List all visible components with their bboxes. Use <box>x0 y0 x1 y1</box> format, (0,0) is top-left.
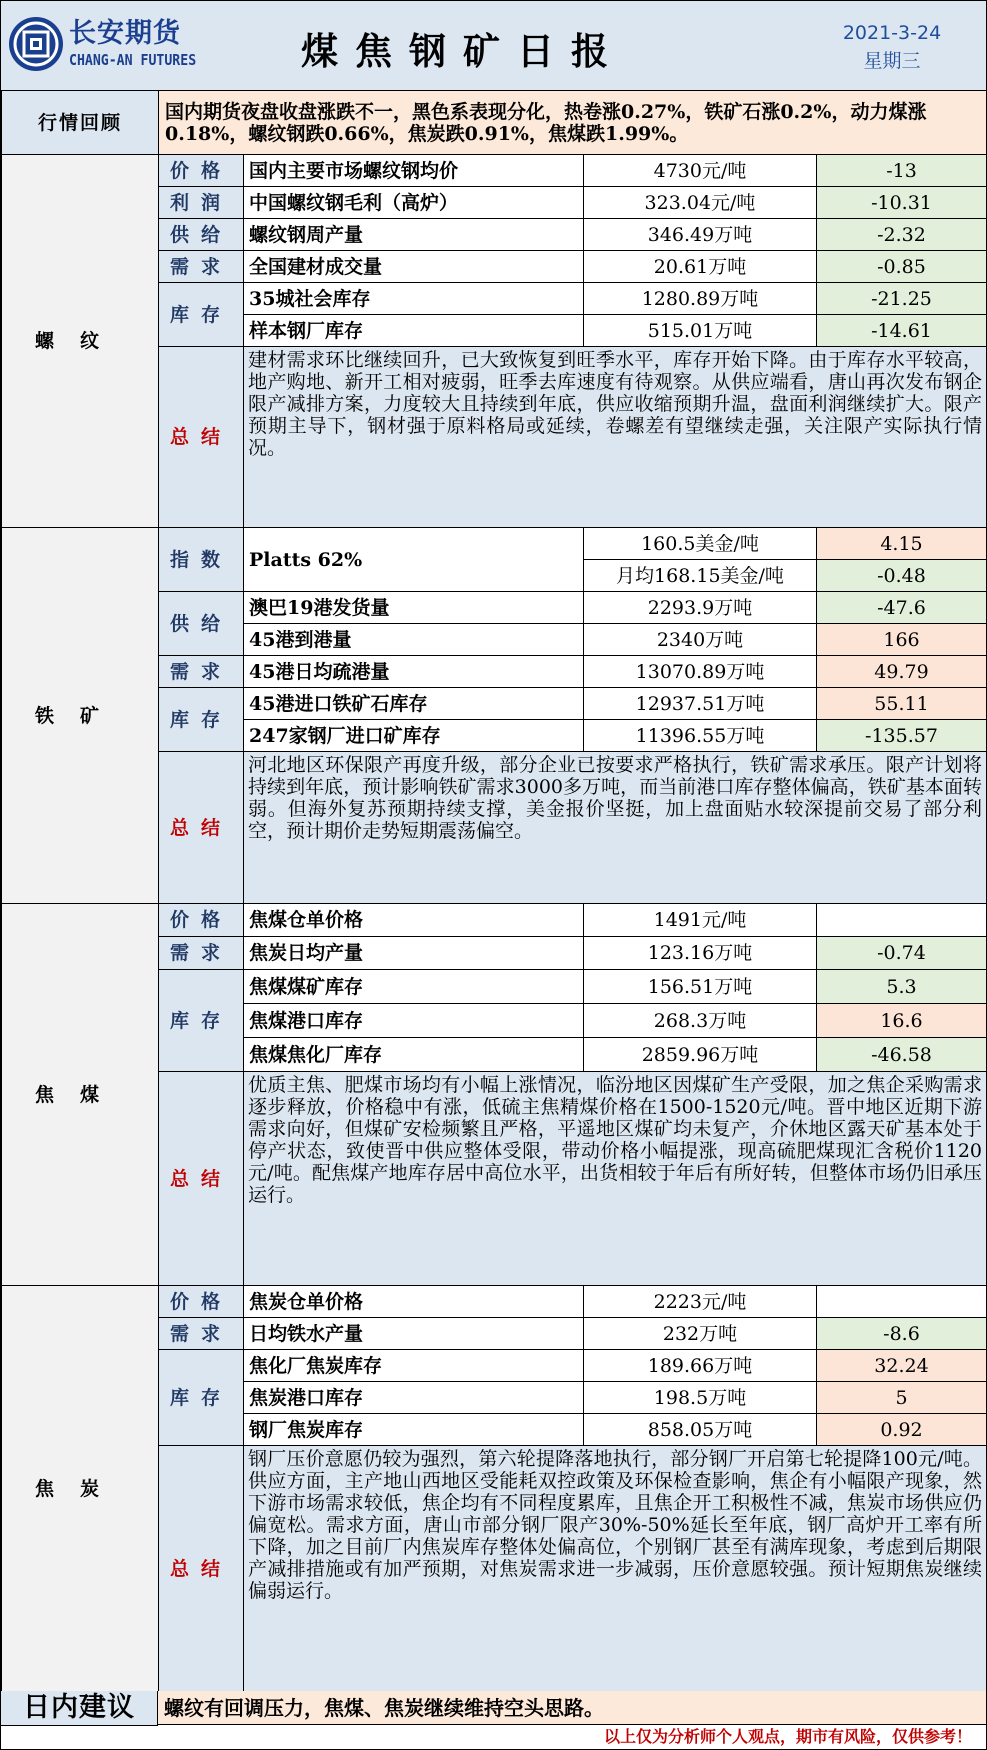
table-row <box>2 528 987 560</box>
table-row <box>2 1286 987 1318</box>
item-value: 232万吨 <box>584 1318 817 1350</box>
item-value: 2340万吨 <box>584 624 817 656</box>
category-profit: 利润 <box>159 187 244 219</box>
item-value: 1280.89万吨 <box>584 283 817 315</box>
item-change: -0.48 <box>817 560 987 592</box>
item-change: -21.25 <box>817 283 987 315</box>
item-name: 焦煤煤矿库存 <box>244 970 584 1004</box>
section-label-coking-coal: 焦煤 <box>2 904 159 1286</box>
item-value: 4730元/吨 <box>584 155 817 187</box>
item-value: 2293.9万吨 <box>584 592 817 624</box>
item-name: 35城社会库存 <box>244 283 584 315</box>
disclaimer: 以上仅为分析师个人观点，期市有风险，仅供参考！ <box>603 1727 972 1746</box>
item-change: 55.11 <box>817 688 987 720</box>
item-change: -135.57 <box>817 720 987 752</box>
item-name: 澳巴19港发货量 <box>244 592 584 624</box>
item-name: 焦炭日均产量 <box>244 937 584 970</box>
item-change: 4.15 <box>817 528 987 560</box>
iron-summary: 河北地区环保限产再度升级，部分企业已按要求严格执行，铁矿需求承压。限产计划将持续到年底，预计影响铁矿需求3000多万吨，而当前港口库存整体偏高，铁矿基本面转弱。但海外复苏预期持续支撑，美金报价坚挺，加上盘面贴水较深提前交易了部分利空，预计期价走势短期震荡偏空。 <box>244 752 987 904</box>
category-demand: 需求 <box>159 251 244 283</box>
market-review <box>1 90 987 155</box>
advice-text: 螺纹有回调压力，焦煤、焦炭继续维持空头思路。 <box>158 1691 986 1725</box>
report-title: 煤焦钢矿日报 <box>301 30 625 73</box>
item-value: 323.04元/吨 <box>584 187 817 219</box>
coking-coal-summary: 优质主焦、肥煤市场均有小幅上涨情况，临汾地区因煤矿生产受限，加之焦企采购需求逐步释放，价格稳中有涨，低硫主焦精煤价格在1500-1520元/吨。晋中地区近期下游需求向好，但煤矿安检频繁且严格，平遥地区煤矿均未复产，介休地区露天矿基本处于停产状态，致使晋中供应整体受限，带动价格小幅提涨，现高硫肥煤现汇含税价1120元/吨。配焦煤产地库存居中高位水平，出货相较于年后有所好转，但整体市场仍旧承压运行。 <box>244 1072 987 1286</box>
category-price: 价格 <box>159 155 244 187</box>
item-value: 2223元/吨 <box>584 1286 817 1318</box>
item-value: 156.51万吨 <box>584 970 817 1004</box>
table-row <box>2 155 987 187</box>
item-name: 焦煤港口库存 <box>244 1004 584 1038</box>
item-value: 858.05万吨 <box>584 1414 817 1446</box>
coking-coal-section <box>1 903 987 1286</box>
rebar-section <box>1 154 987 528</box>
category-supply: 供给 <box>159 592 244 656</box>
advice-label: 日内建议 <box>1 1691 158 1726</box>
category-stock: 库存 <box>159 283 244 347</box>
review-text: 国内期货夜盘收盘涨跌不一，黑色系表现分化，热卷涨0.27%，铁矿石涨0.2%，动力煤涨0.18%，螺纹钢跌0.66%，焦炭跌0.91%，焦煤跌1.99%。 <box>159 91 987 155</box>
company-name-en: CHANG-AN FUTURES <box>69 51 197 69</box>
item-name: 钢厂焦炭库存 <box>244 1414 584 1446</box>
section-label-rebar: 螺纹 <box>2 155 159 528</box>
review-label: 行情回顾 <box>2 91 159 155</box>
item-name: 中国螺纹钢毛利（高炉） <box>244 187 584 219</box>
report-date: 2021-3-24 <box>842 22 942 44</box>
report-header <box>1 1 986 92</box>
item-value: 160.5美金/吨 <box>584 528 817 560</box>
category-index: 指数 <box>159 528 244 592</box>
item-value: 123.16万吨 <box>584 937 817 970</box>
coke-section <box>1 1285 987 1692</box>
category-demand: 需求 <box>159 1318 244 1350</box>
category-summary: 总结 <box>159 752 244 904</box>
item-change: -46.58 <box>817 1038 987 1072</box>
category-price: 价格 <box>159 904 244 937</box>
item-change <box>817 904 987 937</box>
report-date-block <box>822 19 962 75</box>
category-summary: 总结 <box>159 1072 244 1286</box>
item-change: 5.3 <box>817 970 987 1004</box>
company-logo-icon <box>7 15 65 73</box>
rebar-summary: 建材需求环比继续回升，已大致恢复到旺季水平，库存开始下降。由于库存水平较高，地产购地、新开工相对疲弱，旺季去库速度有待观察。从供应端看，唐山再次发布钢企限产减排方案，力度较大且持续到年底，供应收缩预期升温，盘面利润继续扩大。限产预期主导下，钢材强于原料格局或延续，卷螺差有望继续走强，关注限产实际执行情况。 <box>244 347 987 528</box>
item-name: 45港进口铁矿石库存 <box>244 688 584 720</box>
item-change: -13 <box>817 155 987 187</box>
category-stock: 库存 <box>159 688 244 752</box>
category-stock: 库存 <box>159 970 244 1072</box>
item-change: -10.31 <box>817 187 987 219</box>
item-value: 12937.51万吨 <box>584 688 817 720</box>
item-name: 焦煤仓单价格 <box>244 904 584 937</box>
item-change: 5 <box>817 1382 987 1414</box>
item-name: 焦化厂焦炭库存 <box>244 1350 584 1382</box>
item-name: 45港日均疏港量 <box>244 656 584 688</box>
category-demand: 需求 <box>159 937 244 970</box>
item-change: 49.79 <box>817 656 987 688</box>
category-stock: 库存 <box>159 1350 244 1446</box>
category-summary: 总结 <box>159 347 244 528</box>
coke-summary: 钢厂压价意愿仍较为强烈，第六轮提降落地执行，部分钢厂开启第七轮提降100元/吨。供应方面，主产地山西地区受能耗双控政策及环保检查影响，焦企有小幅限产现象，然下游市场需求较低，焦企均有不同程度累库，且焦企开工积极性不减，焦炭市场供应仍偏宽松。需求方面，唐山市部分钢厂限产30%-50%延长至年底，钢厂高炉开工率有所下降，加之目前厂内焦炭库存整体处偏高位，个别钢厂甚至有满库现象，考虑到后期限产减排措施或有加严预期，对焦炭需求进一步减弱，压价意愿较强。预计短期焦炭继续偏弱运行。 <box>244 1446 987 1692</box>
item-value: 268.3万吨 <box>584 1004 817 1038</box>
item-change: 0.92 <box>817 1414 987 1446</box>
item-name: 247家钢厂进口矿库存 <box>244 720 584 752</box>
category-demand: 需求 <box>159 656 244 688</box>
item-change: -0.85 <box>817 251 987 283</box>
item-name: 焦炭港口库存 <box>244 1382 584 1414</box>
item-name: 国内主要市场螺纹钢均价 <box>244 155 584 187</box>
iron-ore-section <box>1 527 987 904</box>
item-name: 全国建材成交量 <box>244 251 584 283</box>
section-label-coke: 焦炭 <box>2 1286 159 1692</box>
item-change: -14.61 <box>817 315 987 347</box>
item-change: -2.32 <box>817 219 987 251</box>
item-name: Platts 62% <box>244 528 584 592</box>
item-value: 月均168.15美金/吨 <box>584 560 817 592</box>
category-summary: 总结 <box>159 1446 244 1692</box>
item-value: 346.49万吨 <box>584 219 817 251</box>
item-name: 螺纹钢周产量 <box>244 219 584 251</box>
item-value: 198.5万吨 <box>584 1382 817 1414</box>
item-change: -47.6 <box>817 592 987 624</box>
item-name: 45港到港量 <box>244 624 584 656</box>
item-name: 样本钢厂库存 <box>244 315 584 347</box>
advice-section <box>1 1691 986 1749</box>
item-name: 焦炭仓单价格 <box>244 1286 584 1318</box>
item-value: 11396.55万吨 <box>584 720 817 752</box>
item-change: -8.6 <box>817 1318 987 1350</box>
item-change <box>817 1286 987 1318</box>
item-change: 32.24 <box>817 1350 987 1382</box>
item-name: 日均铁水产量 <box>244 1318 584 1350</box>
item-value: 20.61万吨 <box>584 251 817 283</box>
table-row <box>2 904 987 937</box>
section-label-iron: 铁矿 <box>2 528 159 904</box>
item-value: 13070.89万吨 <box>584 656 817 688</box>
report-weekday: 星期三 <box>863 50 921 72</box>
category-supply: 供给 <box>159 219 244 251</box>
company-name-cn: 长安期货 <box>69 18 181 49</box>
item-name: 焦煤焦化厂库存 <box>244 1038 584 1072</box>
item-value: 2859.96万吨 <box>584 1038 817 1072</box>
item-value: 189.66万吨 <box>584 1350 817 1382</box>
category-price: 价格 <box>159 1286 244 1318</box>
item-value: 515.01万吨 <box>584 315 817 347</box>
item-change: -0.74 <box>817 937 987 970</box>
item-change: 166 <box>817 624 987 656</box>
item-value: 1491元/吨 <box>584 904 817 937</box>
item-change: 16.6 <box>817 1004 987 1038</box>
